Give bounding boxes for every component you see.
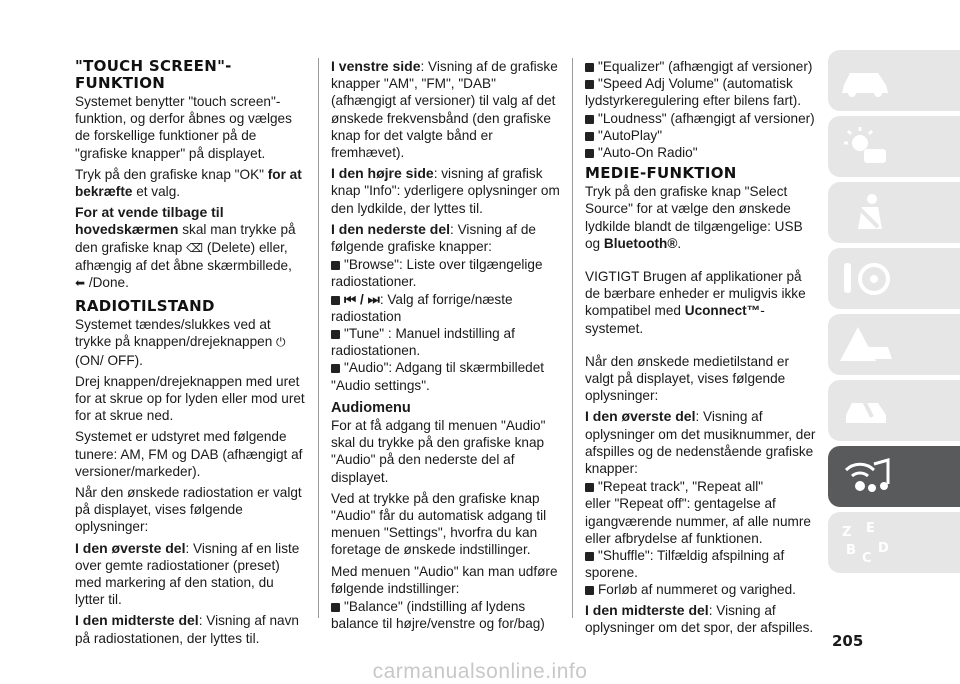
bullet-square-icon (585, 132, 594, 141)
column-3 (585, 58, 817, 640)
bullet-square-icon (585, 63, 594, 72)
paragraph: Ved at trykke på den grafiske knap "Audio" får du automatisk adgang til menuen "Settings", hvorfra du kan foretage de ønskede indstillinger. (331, 490, 547, 558)
multimedia-icon (838, 454, 894, 500)
bullet-square-icon (585, 80, 594, 89)
bullet-square-icon (331, 261, 340, 270)
car-icon (838, 61, 894, 101)
power-icon: ⏻ (276, 335, 286, 350)
dashboard-light-icon (838, 125, 894, 169)
airbag-person-icon (838, 191, 894, 235)
paragraph: Tryk på den grafiske knap "OK" for at bekræfte et valg. (75, 166, 302, 200)
prev-next-icon: ⏮ / ⏭ (344, 291, 380, 307)
bullet-square-icon (585, 552, 594, 561)
bullet-square-icon (585, 115, 594, 124)
paragraph: For at vende tilbage til hovedskærmen skal man trykke på den grafiske knap ⌫ (Delete) eller, afhængig af det åbne skærmbillede, ⬅ /Done. (75, 204, 305, 292)
heading-radiotilstand: RADIOTILSTAND (75, 297, 215, 316)
list-item: "Browse": Liste over tilgængelige radiostationer. (331, 257, 543, 290)
watermark: carmanualsonline.info (372, 660, 588, 683)
paragraph: Systemet er udstyret med følgende tunere: AM, FM og DAB (afhængigt af versioner/markeder). (75, 429, 303, 479)
svg-text:C: C (862, 550, 872, 566)
svg-text:B: B (846, 542, 856, 558)
list-item: "Tune" : Manuel indstilling af radiostationen. (331, 326, 515, 359)
chapter-tab-maintenance[interactable] (828, 380, 960, 441)
list-item: Forløb af nummeret og varighed. (585, 581, 817, 598)
key-steering-wheel-icon (838, 257, 894, 301)
paragraph: Drej knappen/drejeknappen med uret for at skrue op for lyden eller mod uret for at skrue ned. (75, 373, 305, 424)
paragraph: For at få adgang til menuen "Audio" skal du trykke på den grafiske knap "Audio" på den nederste del af displayet. (331, 418, 546, 485)
bullet-square-icon (585, 483, 594, 492)
column-2 (331, 58, 561, 633)
list-item: ⏮ / ⏭: Valg af forrige/næste radiostation (331, 291, 513, 324)
column-1 (75, 58, 305, 651)
paragraph: Systemet tændes/slukkes ved at trykke på knappen/drejeknappen ⏻ (ON/ OFF). (75, 317, 286, 368)
list-item: "Repeat track", "Repeat all" (585, 478, 817, 495)
bullet-square-icon (331, 603, 340, 612)
list-item: "Loudness" (afhængigt af versioner) (585, 110, 817, 127)
list-item: "AutoPlay" (585, 127, 817, 144)
bullet-square-icon (331, 330, 340, 339)
paragraph: eller "Repeat off": gentagelse af igangværende nummer, af alle numre eller afbrydelse af funktionen. (585, 496, 811, 546)
warning-car-icon (838, 323, 894, 367)
svg-text:Z: Z (842, 524, 852, 540)
chapter-tab-safety[interactable] (828, 182, 960, 243)
list-item: "Balance" (indstilling af lydens balance til højre/venstre og for/bag) (331, 599, 545, 632)
list-item: "Speed Adj Volume" (automatisk lydstyrkeregulering efter bilens fart). (585, 76, 802, 109)
back-arrow-icon: ⬅ (75, 276, 86, 291)
paragraph: Når den ønskede medietilstand er valgt på displayet, vises følgende oplysninger: (585, 353, 790, 404)
list-item: "Auto-On Radio" (585, 144, 817, 161)
list-item: "Equalizer" (afhængigt af versioner) (585, 58, 817, 75)
column-divider (572, 58, 573, 618)
delete-icon: ⌫ (186, 240, 204, 255)
chapter-tab-vehicle[interactable] (828, 50, 960, 111)
paragraph: I den højre side: visning af grafisk knap "Info": yderligere oplysninger om den lydkilde, der lyttes til. (331, 165, 560, 216)
column-divider (318, 58, 319, 618)
page-number: 205 (832, 632, 864, 650)
chapter-tab-starting[interactable] (828, 248, 960, 309)
paragraph: I den midterste del: Visning af oplysninger om det spor, der afspilles. (585, 601, 814, 635)
bullet-square-icon (585, 586, 594, 595)
chapter-tab-emergency[interactable] (828, 314, 960, 375)
heading-medie-funktion: MEDIE-FUNKTION (585, 164, 737, 183)
paragraph: Tryk på den grafiske knap "Select Source" for at vælge den ønskede lydkilde blandt de tilgængelige: USB og Bluetooth®. (585, 184, 803, 251)
paragraph: I venstre side: Visning af de grafiske knapper "AM", "FM", "DAB" (afhængigt af versioner) til valg af det ønskede frekvensbånd (den grafiske knap for det valgte bånd er fremhævet). (331, 58, 558, 161)
paragraph: Når den ønskede radiostation er valgt på displayet, vises følgende oplysninger: (75, 485, 302, 535)
chapter-tab-multimedia[interactable] (828, 446, 960, 507)
svg-text:E: E (866, 520, 875, 536)
list-item: "Shuffle": Tilfældig afspilning af sporene. (585, 548, 785, 581)
paragraph: I den nederste del: Visning af de følgende grafiske knapper: (331, 220, 536, 255)
chapter-index-sidebar (828, 50, 960, 578)
list-item: "Audio": Adgang til skærmbilledet "Audio settings". (331, 360, 545, 393)
svg-text:D: D (878, 540, 889, 556)
paragraph: I den midterste del: Visning af navn på radiostationen, der lyttes til. (75, 612, 299, 646)
paragraph: VIGTIGT Brugen af applikationer på de bærbare enheder er muligvis ikke kompatibel med Uconnect™-systemet. (585, 269, 806, 336)
paragraph: Med menuen "Audio" kan man udføre følgende indstillinger: (331, 563, 558, 596)
paragraph: I den øverste del: Visning af oplysninger om det musiknummer, der afspilles og de nedenstående grafiske knapper: (585, 408, 816, 477)
chapter-tab-index[interactable] (828, 512, 960, 573)
paragraph: Systemet benytter "touch screen"-funktion, og derfor åbnes og vælges de forskellige funktioner på de "grafiske knapper" på displayet. (75, 94, 292, 161)
chapter-tab-dashboard[interactable] (828, 116, 960, 177)
bullet-square-icon (331, 296, 340, 305)
bullet-square-icon (585, 149, 594, 158)
paragraph: I den øverste del: Visning af en liste over gemte radiostationer (preset) med markering af den station, du lytter til. (75, 539, 300, 608)
heading-audiomenu: Audiomenu (331, 399, 411, 416)
bullet-square-icon (331, 364, 340, 373)
index-letters-icon (838, 520, 898, 566)
heading-touch-screen: "TOUCH SCREEN"- FUNKTION (75, 57, 232, 92)
wrench-car-icon (838, 389, 894, 433)
